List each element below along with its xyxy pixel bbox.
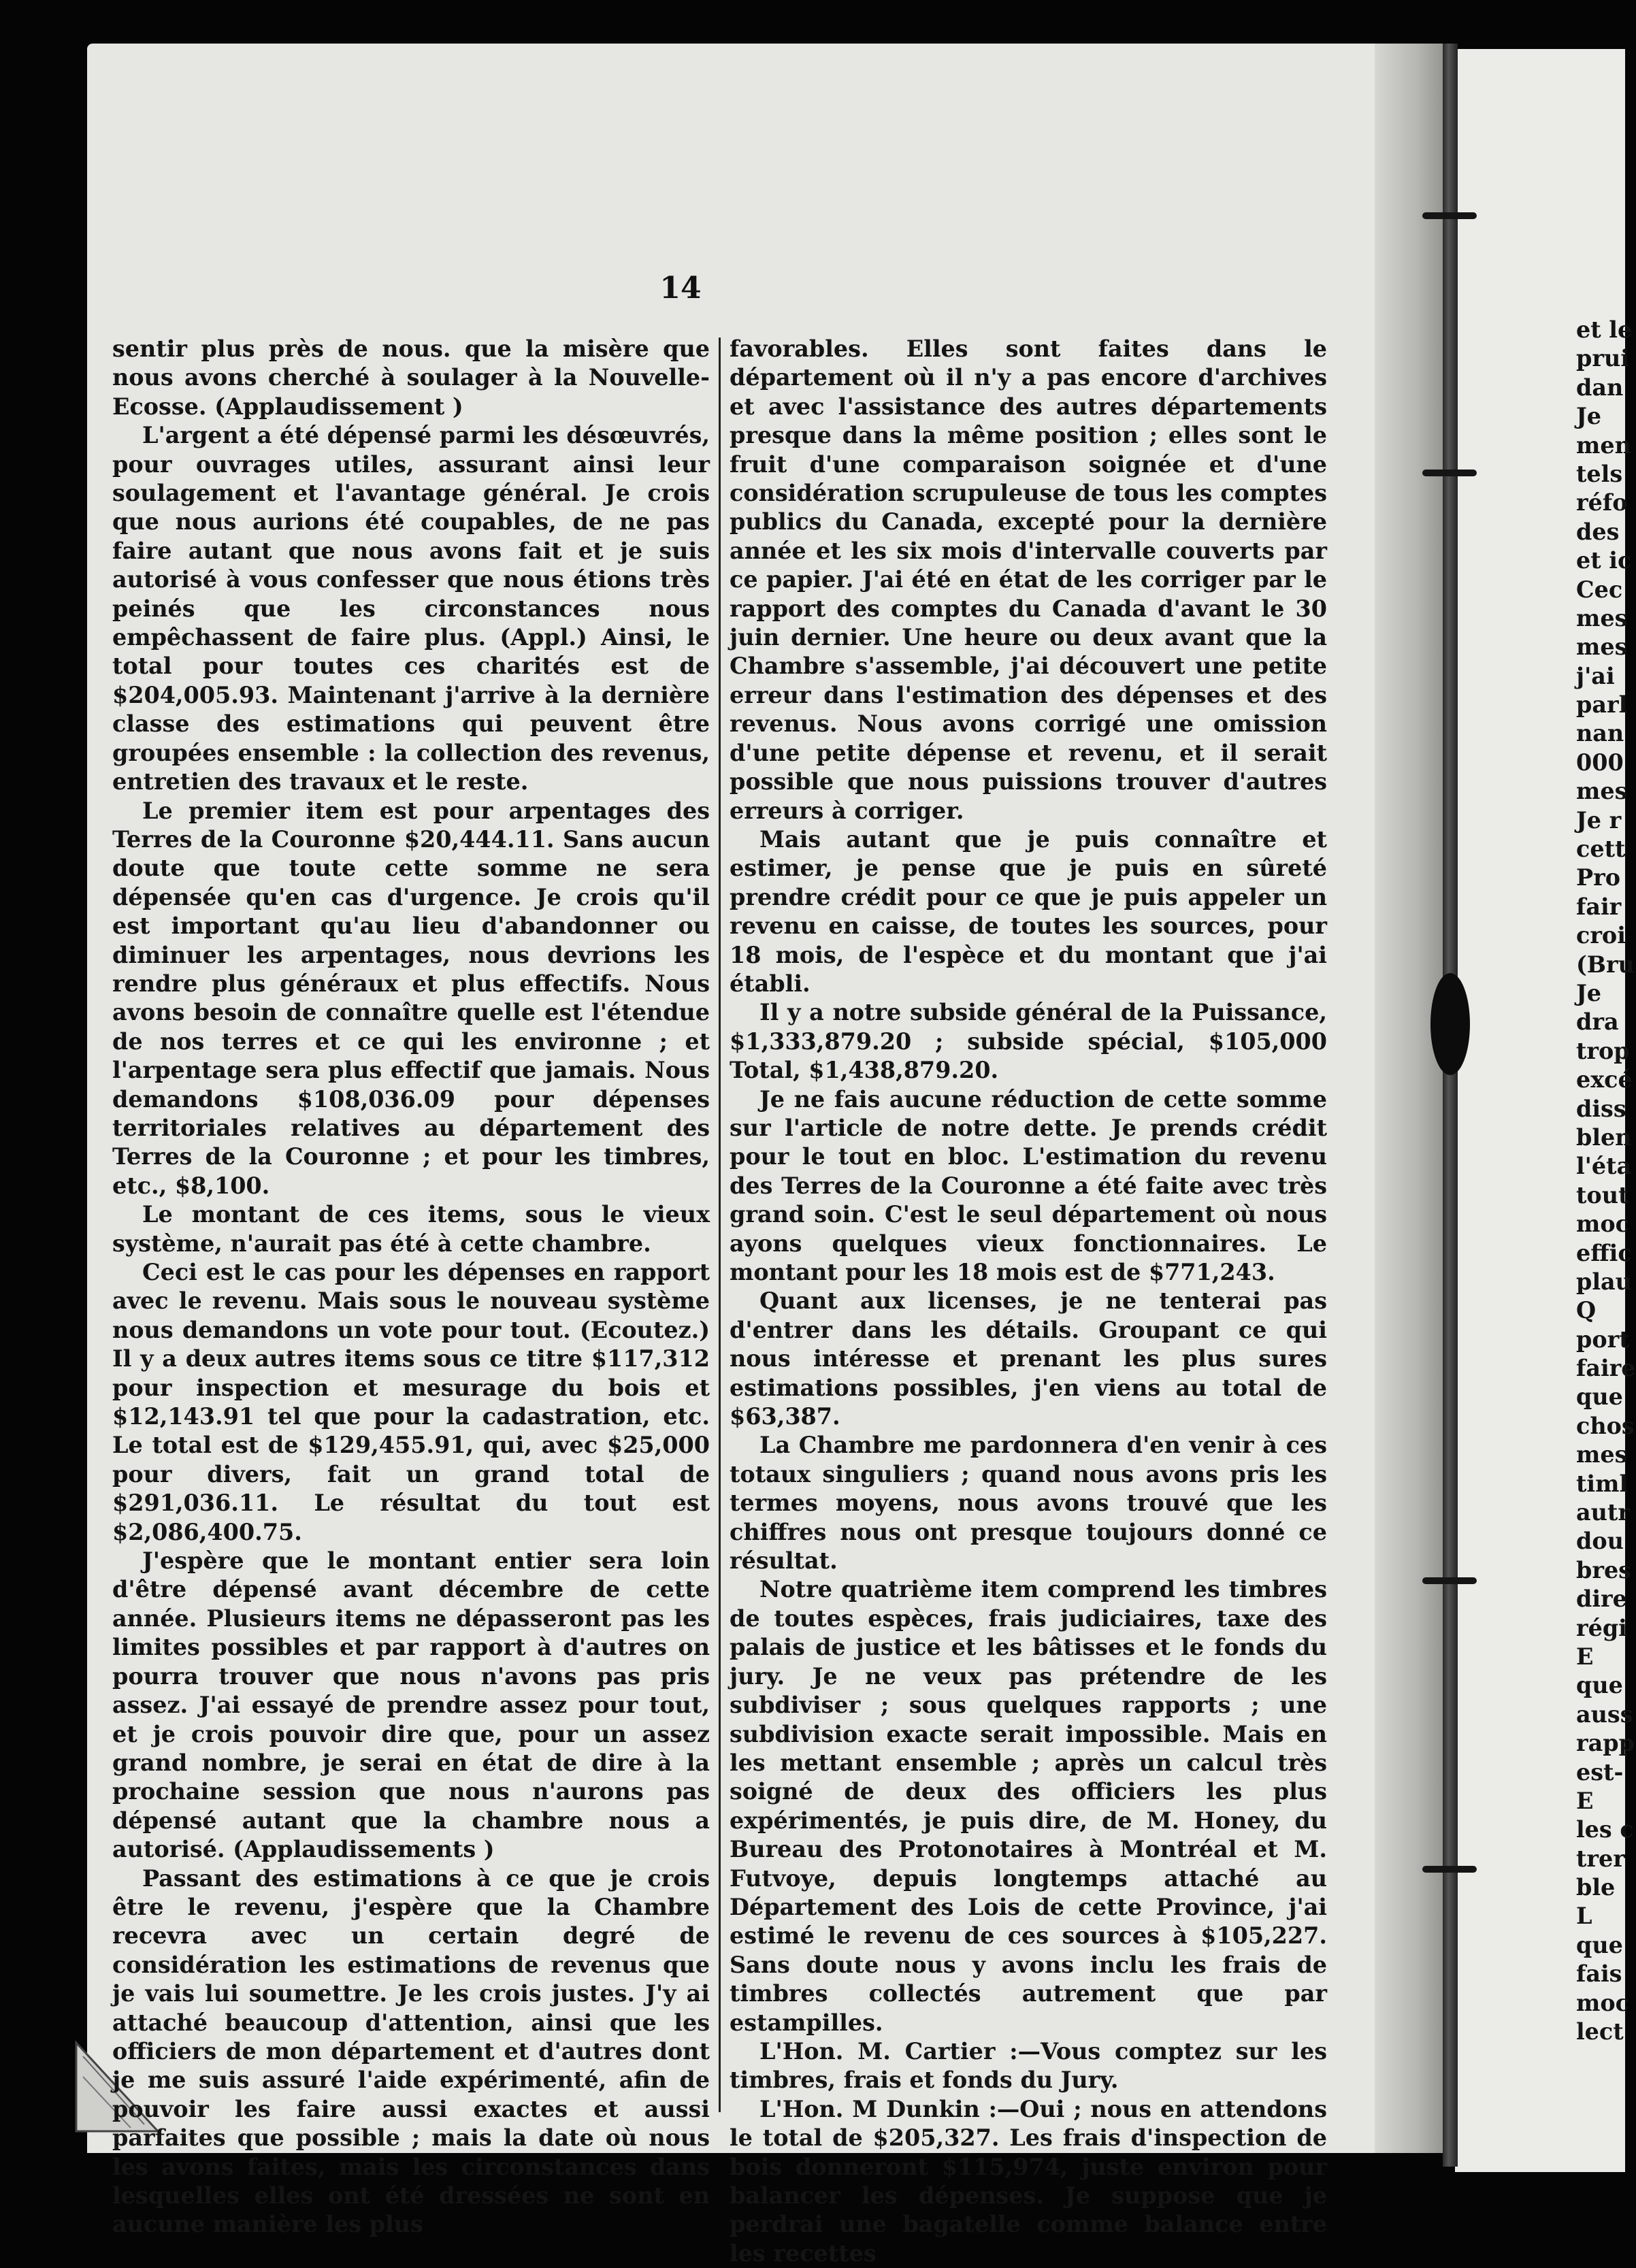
- next-page-line-fragment: (Bru: [1576, 951, 1635, 978]
- next-page-line-fragment: diss: [1576, 1095, 1626, 1122]
- next-page-line-fragment: que: [1576, 1931, 1623, 1958]
- next-page-line-fragment: dou: [1576, 1528, 1624, 1555]
- paragraph: Mais autant que je puis connaître et estimer, je pense que je puis en sûreté prendre crédit pour ce que je puis appeler un revenu en caisse, de toutes les sources, pour 18 mois, de l'espèce et du montant que j'ai établi.: [730, 825, 1327, 997]
- page-gutter-shadow: [1375, 44, 1450, 2153]
- paragraph: favorables. Elles sont faites dans le département où il n'y a pas encore d'archives et avec l'assistance des autres départements presque dans la même position ; elles sont le fruit d'une comparaison soignée et d'une considération scrupuleuse de tous les comptes publics du Canada, excepté pour la dernière année et les six mois d'intervalle couverts par ce papier. J'ai été en état de les corriger par le rapport des comptes du Canada d'avant le 30 juin dernier. Une heure ou deux avant que la Chambre s'assemble, j'ai découvert une petite erreur dans l'estimation des dépenses et des revenus. Nous avons corrigé une omission d'une petite dépense et revenu, et il serait possible que nous puissions trouver d'autres erreurs à corriger.: [730, 335, 1327, 824]
- binding-thread-knot: [1430, 973, 1470, 1075]
- next-page-line-fragment: Q: [1576, 1297, 1597, 1324]
- next-page-line-fragment: et le: [1576, 316, 1633, 343]
- next-page-line-fragment: rapp: [1576, 1730, 1635, 1757]
- binding-stitch: [1422, 212, 1477, 219]
- paragraph: Le premier item est pour arpentages des Terres de la Couronne $20,444.11. Sans aucun doute que toute cette somme ne sera dépensée qu'en cas d'urgence. Je crois qu'il est important qu'au lieu d'abandonner ou diminuer les arpentages, nous devrions les rendre plus généraux et plus effectifs. Nous avons besoin de connaître quelle est l'étendue de nos terres et ce qui les environne ; et l'arpentage sera plus effectif que jamais. Nous demandons $108,036.09 pour dépenses territoriales relatives au département des Terres de la Couronne ; et pour les timbres, etc., $8,100.: [112, 797, 710, 1199]
- next-page-line-fragment: lect: [1576, 2018, 1624, 2045]
- next-page-line-fragment: Je r: [1576, 806, 1622, 834]
- next-page-line-fragment: trer: [1576, 1845, 1625, 1872]
- binding-stitch: [1422, 1866, 1477, 1873]
- next-page-line-fragment: men: [1576, 431, 1631, 459]
- next-page-line-fragment: j'ai: [1576, 662, 1615, 689]
- paragraph: Je ne fais aucune réduction de cette somme sur l'article de notre dette. Je prends crédit pour le tout en bloc. L'estimation du revenu des Terres de la Couronne a été faite avec très grand soin. C'est le seul département où nous ayons quelques vieux fonctionnaires. Le montant pour les 18 mois est de $771,243.: [730, 1085, 1327, 1285]
- next-page-line-fragment: excé: [1576, 1066, 1633, 1094]
- next-page-line-fragment: et ic: [1576, 547, 1632, 574]
- next-page-line-fragment: prui: [1576, 345, 1629, 372]
- next-page-line-fragment: cett: [1576, 836, 1626, 863]
- next-page-line-fragment: blen: [1576, 1123, 1632, 1151]
- next-page-line-fragment: nan: [1576, 720, 1624, 747]
- next-page-line-fragment: faire: [1576, 1355, 1636, 1382]
- paragraph: Passant des estimations à ce que je crois être le revenu, j'espère que la Chambre recevra avec un certain degré de considération les estimations de revenus que je vais lui soumettre. Je les crois justes. J'y ai attaché beaucoup d'attention, ainsi que les officiers de mon département et d'autres dont je me suis assuré l'aide expérimenté, afin de pouvoir les faire aussi exactes et aussi parfaites que possible ; mais la date où nous les avons faites, mais les circonstances dans lesquelles elles ont été dressées ne sont en aucune manière les plus: [112, 1864, 710, 2238]
- right-column: [730, 335, 1327, 2268]
- next-page-line-fragment: plau: [1576, 1268, 1632, 1295]
- next-page-line-fragment: Je: [1576, 979, 1602, 1006]
- next-page-line-fragment: que: [1576, 1383, 1623, 1411]
- next-page-line-fragment: Je: [1576, 403, 1602, 430]
- next-page-line-fragment: E: [1576, 1787, 1594, 1814]
- paragraph: La Chambre me pardonnera d'en venir à ces totaux singuliers ; quand nous avons pris les termes moyens, nous avons trouvé que les chiffres nous ont presque toujours donné ce résultat.: [730, 1432, 1327, 1575]
- next-page-line-fragment: que: [1576, 1672, 1623, 1699]
- paragraph: Ceci est le cas pour les dépenses en rapport avec le revenu. Mais sous le nouveau système nous demandons un vote pour tout. (Ecoutez.) Il y a deux autres items sous ce titre $117,312 pour inspection et mesurage du bois et $12,143.91 tel que pour la cadastration, etc. Le total est de $129,455.91, qui, avec $25,000 pour divers, fait un grand total de $291,036.11. Le résultat du tout est $2,086,400.75.: [112, 1259, 710, 1545]
- next-page-line-fragment: Pro: [1576, 864, 1620, 891]
- paragraph: L'Hon. M Dunkin :—Oui ; nous en attendons le total de $205,327. Les frais d'inspection de bois donneront $115,974, juste environ pour balancer les dépenses. Je suppose que je perdrai une bagatelle comme balance entre les recettes: [730, 2095, 1327, 2267]
- next-page-line-fragment: trop: [1576, 1037, 1630, 1064]
- next-page-line-fragment: régi: [1576, 1614, 1627, 1641]
- next-page-line-fragment: fais: [1576, 1960, 1622, 1988]
- paragraph: L'argent a été dépensé parmi les désœuvrés, pour ouvrages utiles, assurant ainsi leur soulagement et l'avantage général. Je crois que nous aurions été coupables, de ne pas faire autant que nous avons fait et je suis autorisé à vous confesser que nous étions très peinés que les circonstances nous empêchassent de faire plus. (Appl.) Ainsi, le total pour toutes ces charités est de $204,005.93. Maintenant j'arrive à la dernière classe des estimations qui peuvent être groupées ensemble : la collection des revenus, entretien des travaux et le reste.: [112, 422, 710, 795]
- next-page-line-fragment: tout: [1576, 1181, 1629, 1209]
- next-page-line-fragment: L: [1576, 1903, 1592, 1930]
- next-page-line-fragment: les c: [1576, 1816, 1634, 1843]
- paragraph: sentir plus près de nous. que la misère que nous avons cherché à soulager à la Nouvelle-Ecosse. (Applaudissement ): [112, 335, 710, 420]
- next-page-line-fragment: ble: [1576, 1874, 1616, 1901]
- next-page-line-fragment: dan: [1576, 374, 1624, 401]
- next-page-line-fragment: croi: [1576, 922, 1626, 949]
- book-spine: [1443, 44, 1458, 2167]
- next-page-text-fragments: [1576, 316, 1636, 2046]
- binding-stitch: [1422, 470, 1477, 476]
- paragraph: Il y a notre subside général de la Puissance, $1,333,879.20 ; subside spécial, $105,000 Total, $1,438,879.20.: [730, 999, 1327, 1084]
- paragraph: Quant aux licenses, je ne tenterai pas d'entrer dans les détails. Groupant ce qui nous intéresse et prenant les plus sures estimations possibles, j'en viens au total de $63,387.: [730, 1287, 1327, 1430]
- next-page-line-fragment: effic: [1576, 1239, 1632, 1266]
- left-column: [112, 335, 710, 2239]
- next-page-line-fragment: bres: [1576, 1556, 1631, 1583]
- next-page-line-fragment: auss: [1576, 1700, 1633, 1728]
- page-number: 14: [659, 271, 702, 306]
- next-page-line-fragment: est-: [1576, 1758, 1624, 1786]
- next-page-line-fragment: mes: [1576, 634, 1628, 661]
- next-page-line-fragment: Cec: [1576, 576, 1623, 603]
- next-page-line-fragment: tels: [1576, 460, 1623, 487]
- next-page-line-fragment: 000: [1576, 749, 1624, 776]
- paragraph: J'espère que le montant entier sera loin d'être dépensé avant décembre de cette année. Plusieurs items ne dépasseront pas les limites possibles et par rapport à d'autres on pourra trouver que nous n'avons pas pris assez. J'ai essayé de prendre assez pour tout, et je crois pouvoir dire que, pour un assez grand nombre, je serai en état de dire à la prochaine session que nous n'aurons pas dépensé autant que la chambre nous a autorisé. (Applaudissements ): [112, 1547, 710, 1863]
- next-page-line-fragment: réfo: [1576, 489, 1628, 516]
- next-page-line-fragment: moc: [1576, 1989, 1629, 2016]
- binding-stitch: [1422, 1577, 1477, 1584]
- paragraph: Le montant de ces items, sous le vieux système, n'aurait pas été à cette chambre.: [112, 1201, 710, 1257]
- paragraph: L'Hon. M. Cartier :—Vous comptez sur les timbres, frais et fonds du Jury.: [730, 2037, 1327, 2094]
- next-page-line-fragment: autr: [1576, 1499, 1630, 1526]
- next-page-line-fragment: mes: [1576, 604, 1628, 631]
- next-page-line-fragment: chos: [1576, 1412, 1635, 1439]
- next-page-line-fragment: moc: [1576, 1211, 1629, 1238]
- next-page-line-fragment: timl: [1576, 1470, 1629, 1497]
- next-page-line-fragment: parl: [1576, 691, 1628, 719]
- next-page-line-fragment: E: [1576, 1643, 1594, 1670]
- next-page-line-fragment: mes: [1576, 778, 1628, 805]
- column-divider: [719, 338, 721, 2112]
- next-page-line-fragment: mes: [1576, 1441, 1628, 1468]
- paragraph: Notre quatrième item comprend les timbres de toutes espèces, frais judiciaires, taxe des palais de justice et les bâtisses et le fonds du jury. Je ne veux pas prétendre de les subdiviser ; sous quelques rapports ; une subdivision exacte serait impossible. Mais en les mettant ensemble ; après un calcul très soigné de deux des officiers les plus expérimentés, je puis dire, de M. Honey, du Bureau des Protonotaires à Montréal et M. Futvoye, depuis longtemps attaché au Département des Lois de cette Province, j'ai estimé le revenu de ces sources à $105,227. Sans doute nous y avons inclu les frais de timbres collectés autrement que par estampilles.: [730, 1576, 1327, 2036]
- next-page-line-fragment: port: [1576, 1326, 1630, 1353]
- next-page-line-fragment: des: [1576, 518, 1620, 545]
- next-page-line-fragment: fair: [1576, 893, 1622, 920]
- next-page-line-fragment: dire: [1576, 1585, 1627, 1613]
- next-page-line-fragment: l'éta: [1576, 1153, 1632, 1180]
- next-page-line-fragment: dra: [1576, 1008, 1619, 1036]
